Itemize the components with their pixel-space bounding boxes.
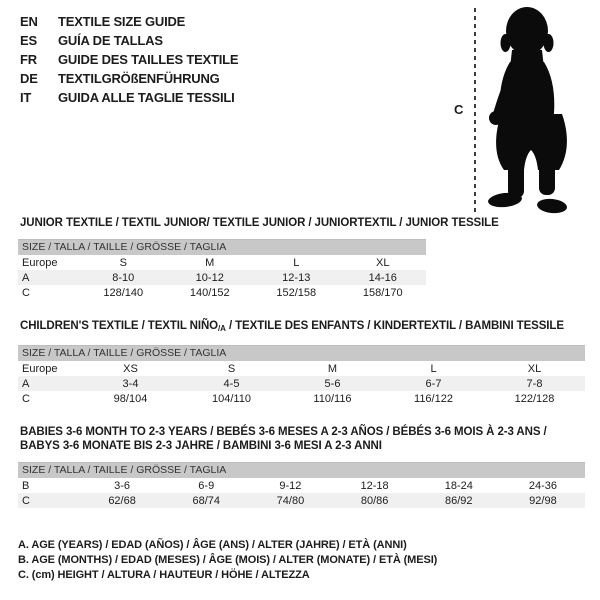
section-title-text: / TEXTILE DES ENFANTS / KINDERTEXTIL / BAMBINI TESSILE xyxy=(225,320,564,332)
size-table xyxy=(18,239,426,300)
footnote-line: C. (cm) HEIGHT / ALTURA / HAUTEUR / HÖHE / ALTEZZA xyxy=(18,569,310,581)
language-code: ES xyxy=(20,33,37,48)
size-guide-section xyxy=(18,216,585,300)
section-title xyxy=(20,319,585,336)
cell-value: 62/68 xyxy=(108,494,136,507)
language-code: IT xyxy=(20,90,32,105)
table-row xyxy=(18,376,585,391)
row-label: C xyxy=(22,286,30,299)
cell-value: 152/158 xyxy=(276,286,317,299)
section-title-line xyxy=(20,216,585,230)
language-code: DE xyxy=(20,71,38,86)
cell-value: 18-24 xyxy=(444,479,473,492)
cell-value: 122/128 xyxy=(514,392,555,405)
section-title-subscript: /A xyxy=(218,324,226,333)
cell-value: 116/122 xyxy=(414,392,453,405)
row-label: Europe xyxy=(22,362,58,375)
height-measure-dashed-line xyxy=(474,8,476,212)
language-item xyxy=(20,12,238,31)
row-label: C xyxy=(22,494,30,507)
section-title-text: BABYS 3-6 MONATE BIS 2-3 JAHRE / BAMBINI 3-6 MESI A 2-3 ANNI xyxy=(20,440,382,452)
cell-value: 6-9 xyxy=(198,479,215,492)
cell-value: S xyxy=(119,256,127,269)
footnote-line: B. AGE (MONTHS) / EDAD (MESES) / ÂGE (MOIS) / ALTER (MONATE) / ETÀ (MESI) xyxy=(18,554,438,566)
row-label: Europe xyxy=(22,256,58,269)
section-title-text: CHILDREN'S TEXTILE / TEXTIL NIÑO xyxy=(20,320,219,332)
size-guide-section xyxy=(18,319,585,406)
cell-value: XL xyxy=(527,362,542,375)
language-code: EN xyxy=(20,14,38,29)
cell-value: M xyxy=(205,256,215,269)
footnotes xyxy=(18,538,585,583)
cell-value: 6-7 xyxy=(425,377,442,390)
cell-value: 92/98 xyxy=(529,494,557,507)
language-label: TEXTILE SIZE GUIDE xyxy=(58,14,186,29)
size-table-header: SIZE / TALLA / TAILLE / GRÖSSE / TAGLIA xyxy=(18,239,426,255)
section-title xyxy=(20,216,585,230)
size-table-header: SIZE / TALLA / TAILLE / GRÖSSE / TAGLIA xyxy=(18,345,585,361)
cell-value: 9-12 xyxy=(279,479,302,492)
cell-value: 14-16 xyxy=(368,271,397,284)
language-code: FR xyxy=(20,52,37,67)
language-label: GUÍA DE TALLAS xyxy=(58,33,163,48)
cell-value: L xyxy=(293,256,300,269)
cell-value: 10-12 xyxy=(195,271,224,284)
row-label: C xyxy=(22,392,30,405)
row-label: A xyxy=(22,271,30,284)
toddler-silhouette xyxy=(484,4,578,214)
cell-value: 7-8 xyxy=(526,377,543,390)
figure xyxy=(440,0,600,220)
section-title-text: JUNIOR TEXTILE / TEXTIL JUNIOR/ TEXTILE JUNIOR / JUNIORTEXTIL / JUNIOR TESSILE xyxy=(20,217,499,229)
footnote-line: A. AGE (YEARS) / EDAD (AÑOS) / ÂGE (ANS) / ALTER (JAHRE) / ETÀ (ANNI) xyxy=(18,539,407,551)
section-title-line xyxy=(20,425,585,439)
cell-value: 12-18 xyxy=(360,479,389,492)
cell-value: 24-36 xyxy=(528,479,558,492)
cell-value: XL xyxy=(376,256,390,269)
language-label: TEXTILGRÖßENFÜHRUNG xyxy=(58,71,220,86)
cell-value: S xyxy=(227,362,236,375)
cell-value: XS xyxy=(123,362,138,375)
cell-value: 86/92 xyxy=(445,494,473,507)
section-title-line xyxy=(20,319,585,336)
cell-value: 68/74 xyxy=(192,494,221,507)
measure-label-c: C xyxy=(454,102,464,117)
size-table xyxy=(18,345,585,406)
language-item xyxy=(20,88,238,107)
table-row xyxy=(18,255,426,270)
size-table xyxy=(18,462,585,508)
cell-value: 3-6 xyxy=(114,479,131,492)
cell-value: M xyxy=(327,362,338,375)
cell-value: 128/140 xyxy=(103,286,144,299)
language-item xyxy=(20,50,238,69)
row-label: A xyxy=(22,377,30,390)
language-list xyxy=(20,12,238,107)
table-row xyxy=(18,493,585,508)
table-row xyxy=(18,478,585,493)
language-item xyxy=(20,31,238,50)
cell-value: 80/86 xyxy=(360,494,389,507)
cell-value: 8-10 xyxy=(112,271,135,284)
size-guide-section xyxy=(18,425,585,508)
cell-value: 74/80 xyxy=(276,494,305,507)
section-title-line xyxy=(20,439,585,453)
cell-value: 3-4 xyxy=(122,377,139,390)
language-label: GUIDE DES TAILLES TEXTILE xyxy=(58,52,239,67)
table-row xyxy=(18,361,585,376)
table-row xyxy=(18,285,426,300)
language-item xyxy=(20,69,238,88)
cell-value: 140/152 xyxy=(189,286,230,299)
row-label: B xyxy=(22,479,30,492)
language-label: GUIDA ALLE TAGLIE TESSILI xyxy=(58,90,235,105)
cell-value: 104/110 xyxy=(212,392,251,405)
table-row xyxy=(18,391,585,406)
cell-value: 12-13 xyxy=(282,271,311,284)
cell-value: 98/104 xyxy=(113,392,148,405)
cell-value: 5-6 xyxy=(324,377,341,390)
cell-value: 4-5 xyxy=(223,377,240,390)
section-title-text: BABIES 3-6 MONTH TO 2-3 YEARS / BEBÉS 3-6 MESES A 2-3 AÑOS / BÉBÉS 3-6 MOIS À 2-3 ANS / xyxy=(20,426,547,438)
cell-value: L xyxy=(430,362,437,375)
table-row xyxy=(18,270,426,285)
size-table-header: SIZE / TALLA / TAILLE / GRÖSSE / TAGLIA xyxy=(18,462,585,478)
cell-value: 110/116 xyxy=(313,392,352,405)
cell-value: 158/170 xyxy=(362,286,403,299)
section-title xyxy=(20,425,585,453)
sections xyxy=(18,216,585,583)
